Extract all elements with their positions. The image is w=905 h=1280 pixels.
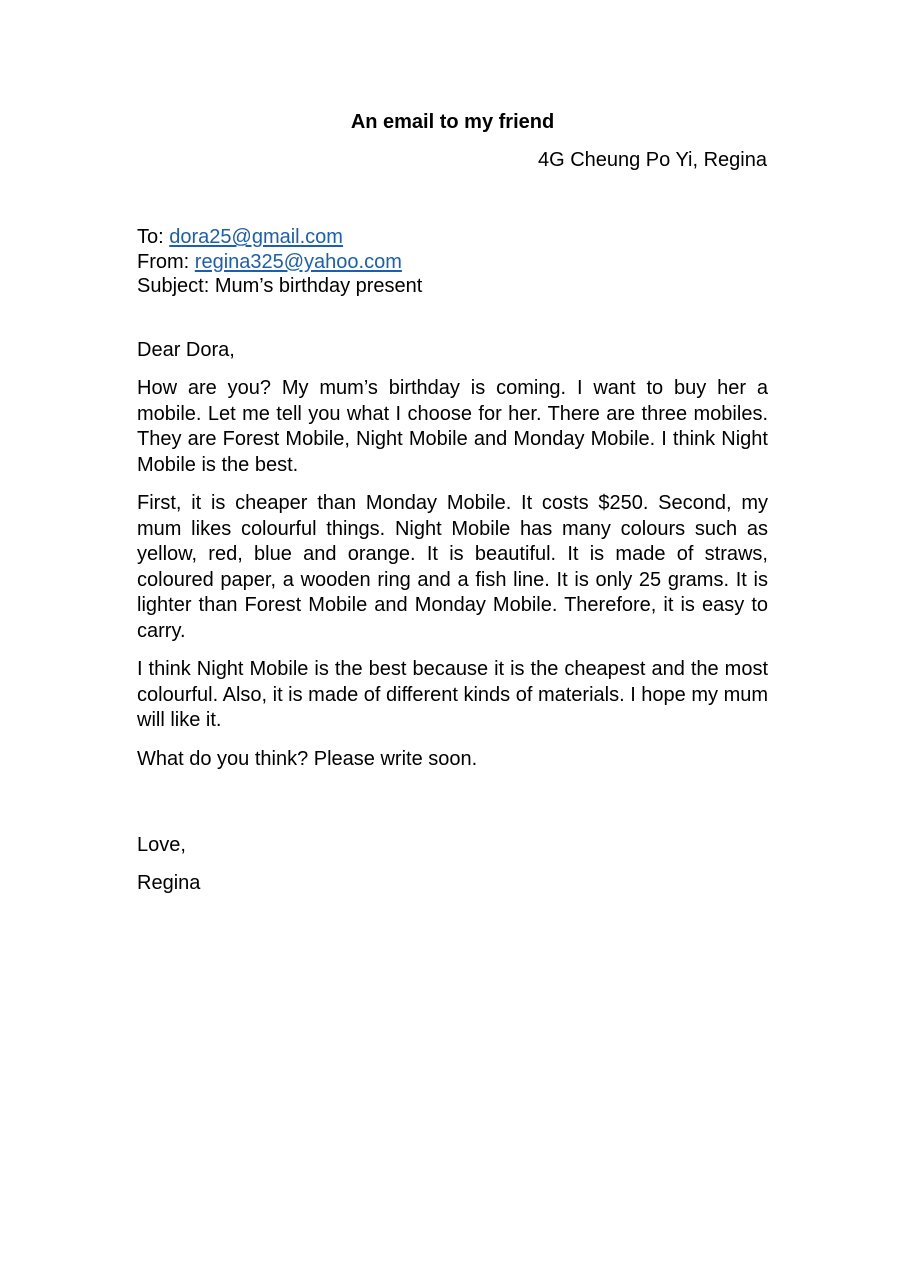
from-email-link[interactable]: regina325@yahoo.com <box>194 250 402 273</box>
to-label: To: <box>137 226 164 248</box>
email-headers <box>137 225 768 299</box>
paragraph-2: First, it is cheaper than Monday Mobile. It costs $250. Second, my mum likes colourful things. Night Mobile has many colours such as yellow, red, blue and orange. It is beautiful. It is made of straws, coloured paper, a wooden ring and a fish line. It is only 25 grams. It is lighter than Forest Mobile and Monday Mobile. Therefore, it is easy to carry. <box>137 492 768 642</box>
subject-label: Subject: <box>137 275 210 297</box>
letter-closing: Love, <box>137 834 186 856</box>
from-label: From: <box>137 250 190 273</box>
to-row <box>137 225 768 250</box>
letter-greeting: Dear Dora, <box>137 339 235 361</box>
subject-text: Mum’s birthday present <box>214 275 423 297</box>
subject-row <box>137 274 768 299</box>
to-email-link[interactable]: dora25@gmail.com <box>169 226 343 248</box>
paragraph-3: I think Night Mobile is the best because it is the cheapest and the most colourful. Also, it is made of different kinds of materials. I hope my mum will like it. <box>137 658 769 731</box>
from-row <box>137 250 768 275</box>
document-title: An email to my friend <box>350 111 555 133</box>
letter-body <box>137 376 768 785</box>
author-line: 4G Cheung Po Yi, Regina <box>537 149 767 171</box>
paragraph-1: How are you? My mum’s birthday is coming. I want to buy her a mobile. Let me tell you what I choose for her. There are three mobiles. They are Forest Mobile, Night Mobile and Monday Mobile. I think Night Mobile is the best. <box>137 377 768 476</box>
letter-signature: Regina <box>137 872 201 894</box>
paragraph-4: What do you think? Please write soon. <box>137 747 478 770</box>
